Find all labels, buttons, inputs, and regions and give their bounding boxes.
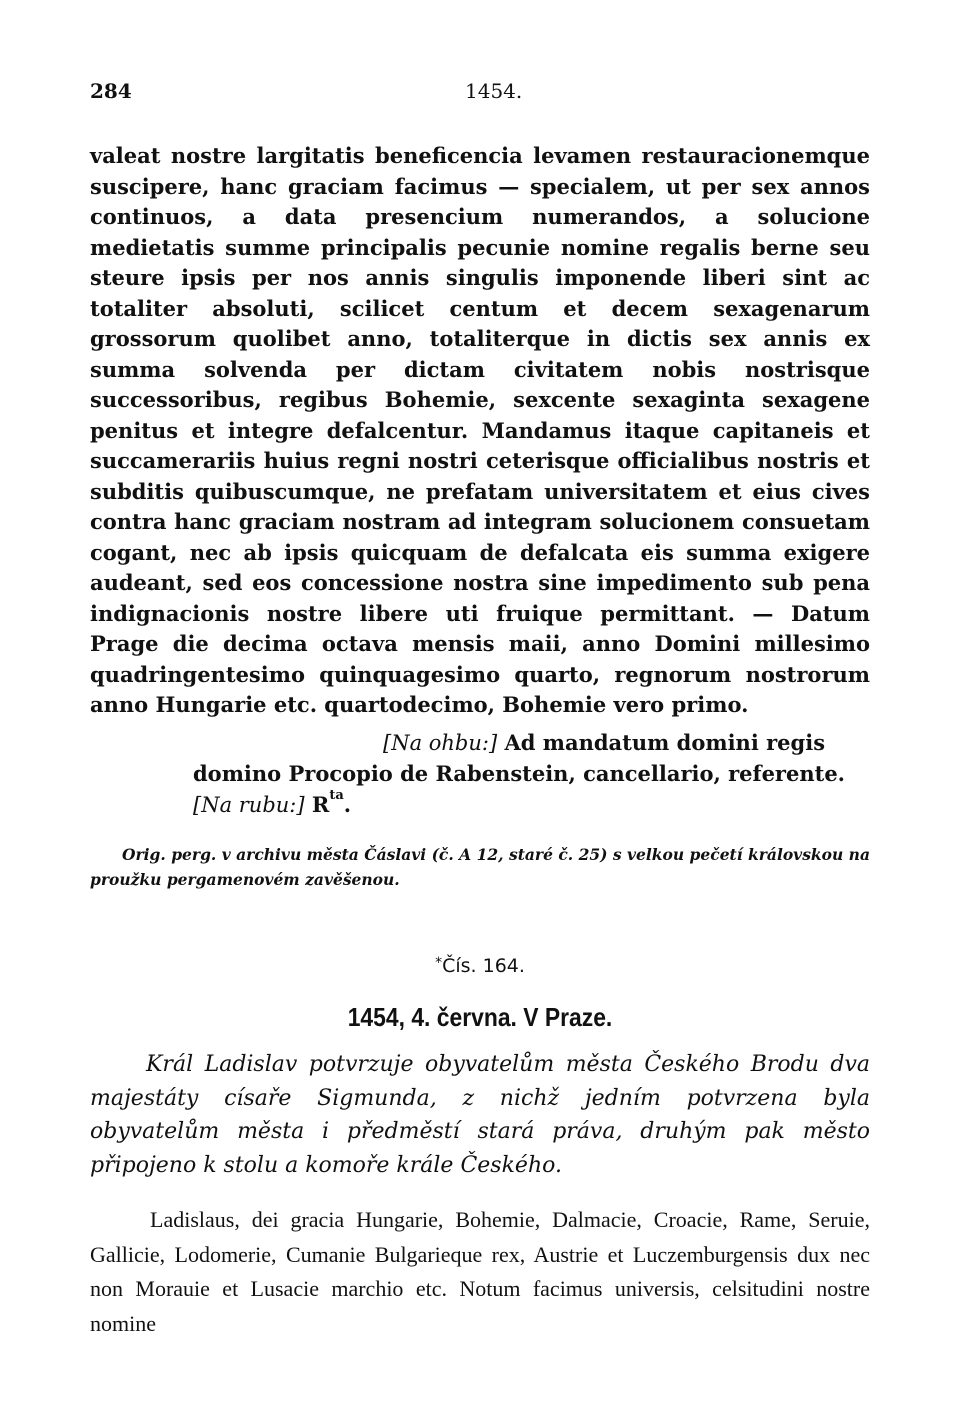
- source-note: Orig. perg. v archivu města Čáslavi (č. A 12, staré č. 25) s velkou pečetí královskou na proužku pergamenovém zavěšenou.: [90, 845, 870, 889]
- document-regest: Král Ladislav potvrzuje obyvatelům města Českého Brodu dva majestáty císaře Sigmunda, z nichž jedním potvrzena byla obyvatelům města i předměstí stará práva, druhým pak město připojeno k stolu a komoře krále Českého.: [90, 1052, 870, 1178]
- plica-label: [Na ohbu:]: [383, 731, 498, 755]
- charter-continuation-paragraph: valeat nostre largitatis beneficencia levamen restauracionemque suscipere, hanc graciam facimus — specialem, ut per sex annos continuos, a data presencium numerandos, a solucione medietatis summe principalis pecunie nomine regalis berne seu steure ipsis per nos annis singulis imponende liberi sint ac totaliter absoluti, scilicet centum et decem sexagenarum grossorum quolibet anno, totaliterque in dictis sex annis ex summa solvenda per dictam civitatem nobis nostrisque successoribus, regibus Bohemie, sexcente sexaginta sexagene penitus et integre defalcentur. Mandamus itaque capitaneis et succamerariis huius regni nostri ceterisque officialibus nostris et subditis quibuscumque, ne prefatam universitatem et eius cives contra hanc graciam nostram ad integram solucionem consuetam cogant, nec ab ipsis quicquam de defalcata eis summa exigere audeant, sed eos concessione nostra sine impedimento sub pena indignacionis nostre libere uti fruique permittant. — Datum Prage die decima octava mensis maii, anno Domini millesimo quadringentesimo quinquagesimo quarto, regnorum nostrorum anno Hungarie etc. quartodecimo, Bohemie vero primo.: [90, 143, 870, 717]
- dorso-end: .: [343, 792, 352, 817]
- document-number: [0, 955, 960, 977]
- page-number: 284: [90, 79, 132, 103]
- dorso-label: [Na rubu:]: [193, 793, 305, 817]
- document-number-text: Čís. 164.: [442, 955, 525, 977]
- charter-text: Ladislaus, dei gracia Hungarie, Bohemie, Dalmacie, Croacie, Rame, Seruie, Gallicie, Lodomerie, Cumanie Bulgarieque rex, Austrie et Luczemburgensis dux nec non Morauie et Lusacie marchio etc. Notum facimus universis, celsitudini nostre nomine: [90, 1207, 870, 1336]
- plica-endorsement: [383, 730, 870, 755]
- charter-continuation-text: [90, 141, 870, 721]
- plica-text: Ad mandatum domini regis: [504, 730, 826, 755]
- page-header: [90, 79, 870, 109]
- dorso-superscript: ta: [329, 788, 344, 803]
- document-date-heading: 1454, 4. června. V Praze.: [347, 1002, 613, 1032]
- document-number-star: *: [435, 955, 443, 971]
- dorso-endorsement: [193, 788, 870, 817]
- referent-line: domino Procopio de Rabenstein, cancellario, referente.: [193, 761, 845, 786]
- dorso-text: R: [311, 792, 330, 817]
- running-head-year: 1454.: [465, 79, 523, 103]
